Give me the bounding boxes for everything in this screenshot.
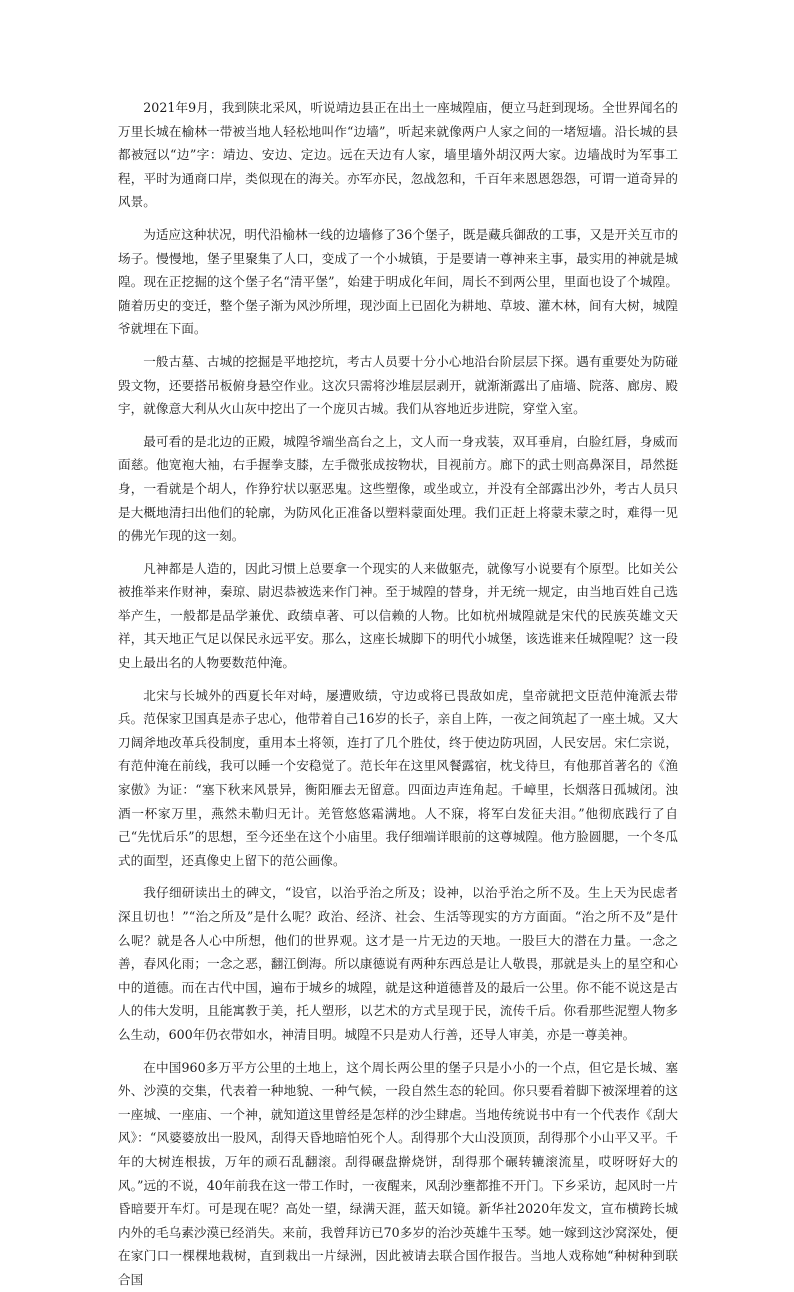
paragraph: 2021年9月，我到陕北采风，听说靖边县正在出土一座城隍庙，便立马赶到现场。全世界闻名的万里长城在榆林一带被当地人轻松地叫作“边墙”，听起来就像两户人家之间的一堵短墙。沿长城的县都被冠以“边”字：靖边、安边、定边。远在天边有人家，墙里墙外胡汉两大家。边墙战时为军事工程，平时为通商口岸，类似现在的海关。亦军亦民，忽战忽和，千百年来恩恩怨怨，可谓一道奇异的风景。 bbox=[118, 100, 678, 210]
paragraph: 我仔细研读出土的碑文，“设官，以治乎治之所及；设神，以治乎治之所不及。生上天为民虑者深且切也！”“治之所及”是什么呢？政治、经济、社会、生活等现实的方方面面。“治之所不及”是什么呢？就是各人心中所想，他们的世界观。这才是一片无边的天地。一股巨大的潜在力量。一念之善，春风化雨；一念之恶，翻江倒海。所以康德说有两种东西总是让人敬畏，那就是头上的星空和心中的道德。而在古代中国，遍布于城乡的城隍，就是这种道德普及的最后一公里。你不能不说这是古人的伟大发明，且能寓教于美，托人塑形，以艺术的方式呈现于民，流传千后。你看那些泥塑人物多么生动，600年仍衣带如水，神清目明。城隍不只是劝人行善，还导人审美，亦是一尊美神。 bbox=[118, 885, 678, 1042]
paragraph: 在中国960多万平方公里的土地上，这个周长两公里的堡子只是小小的一个点，但它是长城、塞外、沙漠的交集，代表着一种地貌、一种气候，一段自然生态的轮回。你只要看着脚下被深埋着的这一座城、一座庙、一个神，就知道这里曾经是怎样的沙尘肆虐。当地传统说书中有一个代表作《刮大风》：“风婆婆放出一股风，刮得天昏地暗怕死个人。刮得那个大山没顶顶，刮得那个小山平又平。千年的大树连根拔，万年的顽石乱翻滚。刮得碾盘擀烧饼，刮得那个碾转辘滚流星，哎呀呀好大的风。”远的不说，40年前我在这一带工作时，一夜醒来，风刮沙壅都推不开门。下乡采访，起风时一片昏暗要开车灯。可是现在呢？高处一望，绿满天涯，蓝天如镜。新华社2020年发文，宣布横跨长城内外的毛乌素沙漠已经消失。来前，我曾拜访已70多岁的治沙英雄牛玉琴。她一嫁到这沙窝深处，便在家门口一棵棵地栽树，直到栽出一片绿洲，因此被请去联合国作报告。当地人戏称她“种树种到联合国 bbox=[118, 1059, 678, 1287]
paragraph: 一般古墓、古城的挖掘是平地挖坑，考古人员要十分小心地沿台阶层层下探。遇有重要处为防碰毁文物，还要搭吊板俯身悬空作业。这次只需将沙堆层层剥开，就渐渐露出了庙墙、院落、廊房、殿宇，就像意大利从火山灰中挖出了一个庞贝古城。我们从容地近步进院，穿堂入室。 bbox=[118, 353, 678, 417]
paragraph: 为适应这种状况，明代沿榆林一线的边墙修了36个堡子，既是藏兵御敌的工事，又是开关互市的场子。慢慢地，堡子里聚集了人口，变成了一个小城镇，于是要请一尊神来主事，最实用的神就是城隍。现在正挖掘的这个堡子名“清平堡”，始建于明成化年间，周长不到两公里，里面也设了个城隍。随着历史的变迁，整个堡子渐为风沙所埋，现沙面上已固化为耕地、草坡、灌木林，间有大树，城隍爷就埋在下面。 bbox=[118, 226, 678, 337]
article-body bbox=[118, 96, 678, 1292]
paragraph: 最可看的是北边的正殿，城隍爷端坐高台之上，文人而一身戎装，双耳垂肩，白脸红唇，身威而面慈。他宽袍大袖，右手握拳支膝，左手微张成按物状，目视前方。廊下的武士则高鼻深目，昂然挺身，一看就是个胡人，作狰狞状以驱恶鬼。这些塑像，或坐或立，并没有全部露出沙外，考古人员只是大概地清扫出他们的轮廓，为防风化正准备以塑料蒙面处理。我们正赶上将蒙未蒙之时，难得一见的佛光乍现的这一刻。 bbox=[118, 433, 678, 544]
paragraph: 凡神都是人造的，因此习惯上总要拿一个现实的人来做躯壳，就像写小说要有个原型。比如关公被推举来作财神，秦琼、尉迟恭被选来作门神。至于城隍的替身，并无统一规定，由当地百姓自己选举产生，一般都是品学兼优、政绩卓著、可以信赖的人物。比如杭州城隍就是宋代的民族英雄文天祥，其天地正气足以保民永远平安。那么，这座长城脚下的明代小城堡，该选谁来任城隍呢？这一段史上最出名的人物要数范仲淹。 bbox=[118, 560, 678, 671]
paragraph: 北宋与长城外的西夏长年对峙，屡遭败绩，守边或将已畏敌如虎，皇帝就把文臣范仲淹派去带兵。范保家卫国真是赤子忠心，他带着自己16岁的长子，亲自上阵，一夜之间筑起了一座土城。又大刀阔斧地改革兵役制度，重用本土将领，连打了几个胜仗，终于使边防巩固，人民安居。宋仁宗说，有范仲淹在前线，我可以睡一个安稳觉了。范长年在这里风餐露宿，枕戈待旦，有他那首著名的《渔家傲》为证：“塞下秋来风景异，衡阳雁去无留意。四面边声连角起。千嶂里，长烟落日孤城闭。浊酒一杯家万里，燕然未勒归无计。羌管悠悠霜满地。人不寐，将军白发征夫泪。”他彻底践行了自己“先忧后乐”的思想，至今还坐在这个小庙里。我仔细端详眼前的这尊城隍。他方脸圆腮，一个冬瓜式的面型，还真像史上留下的范公画像。 bbox=[118, 687, 678, 868]
